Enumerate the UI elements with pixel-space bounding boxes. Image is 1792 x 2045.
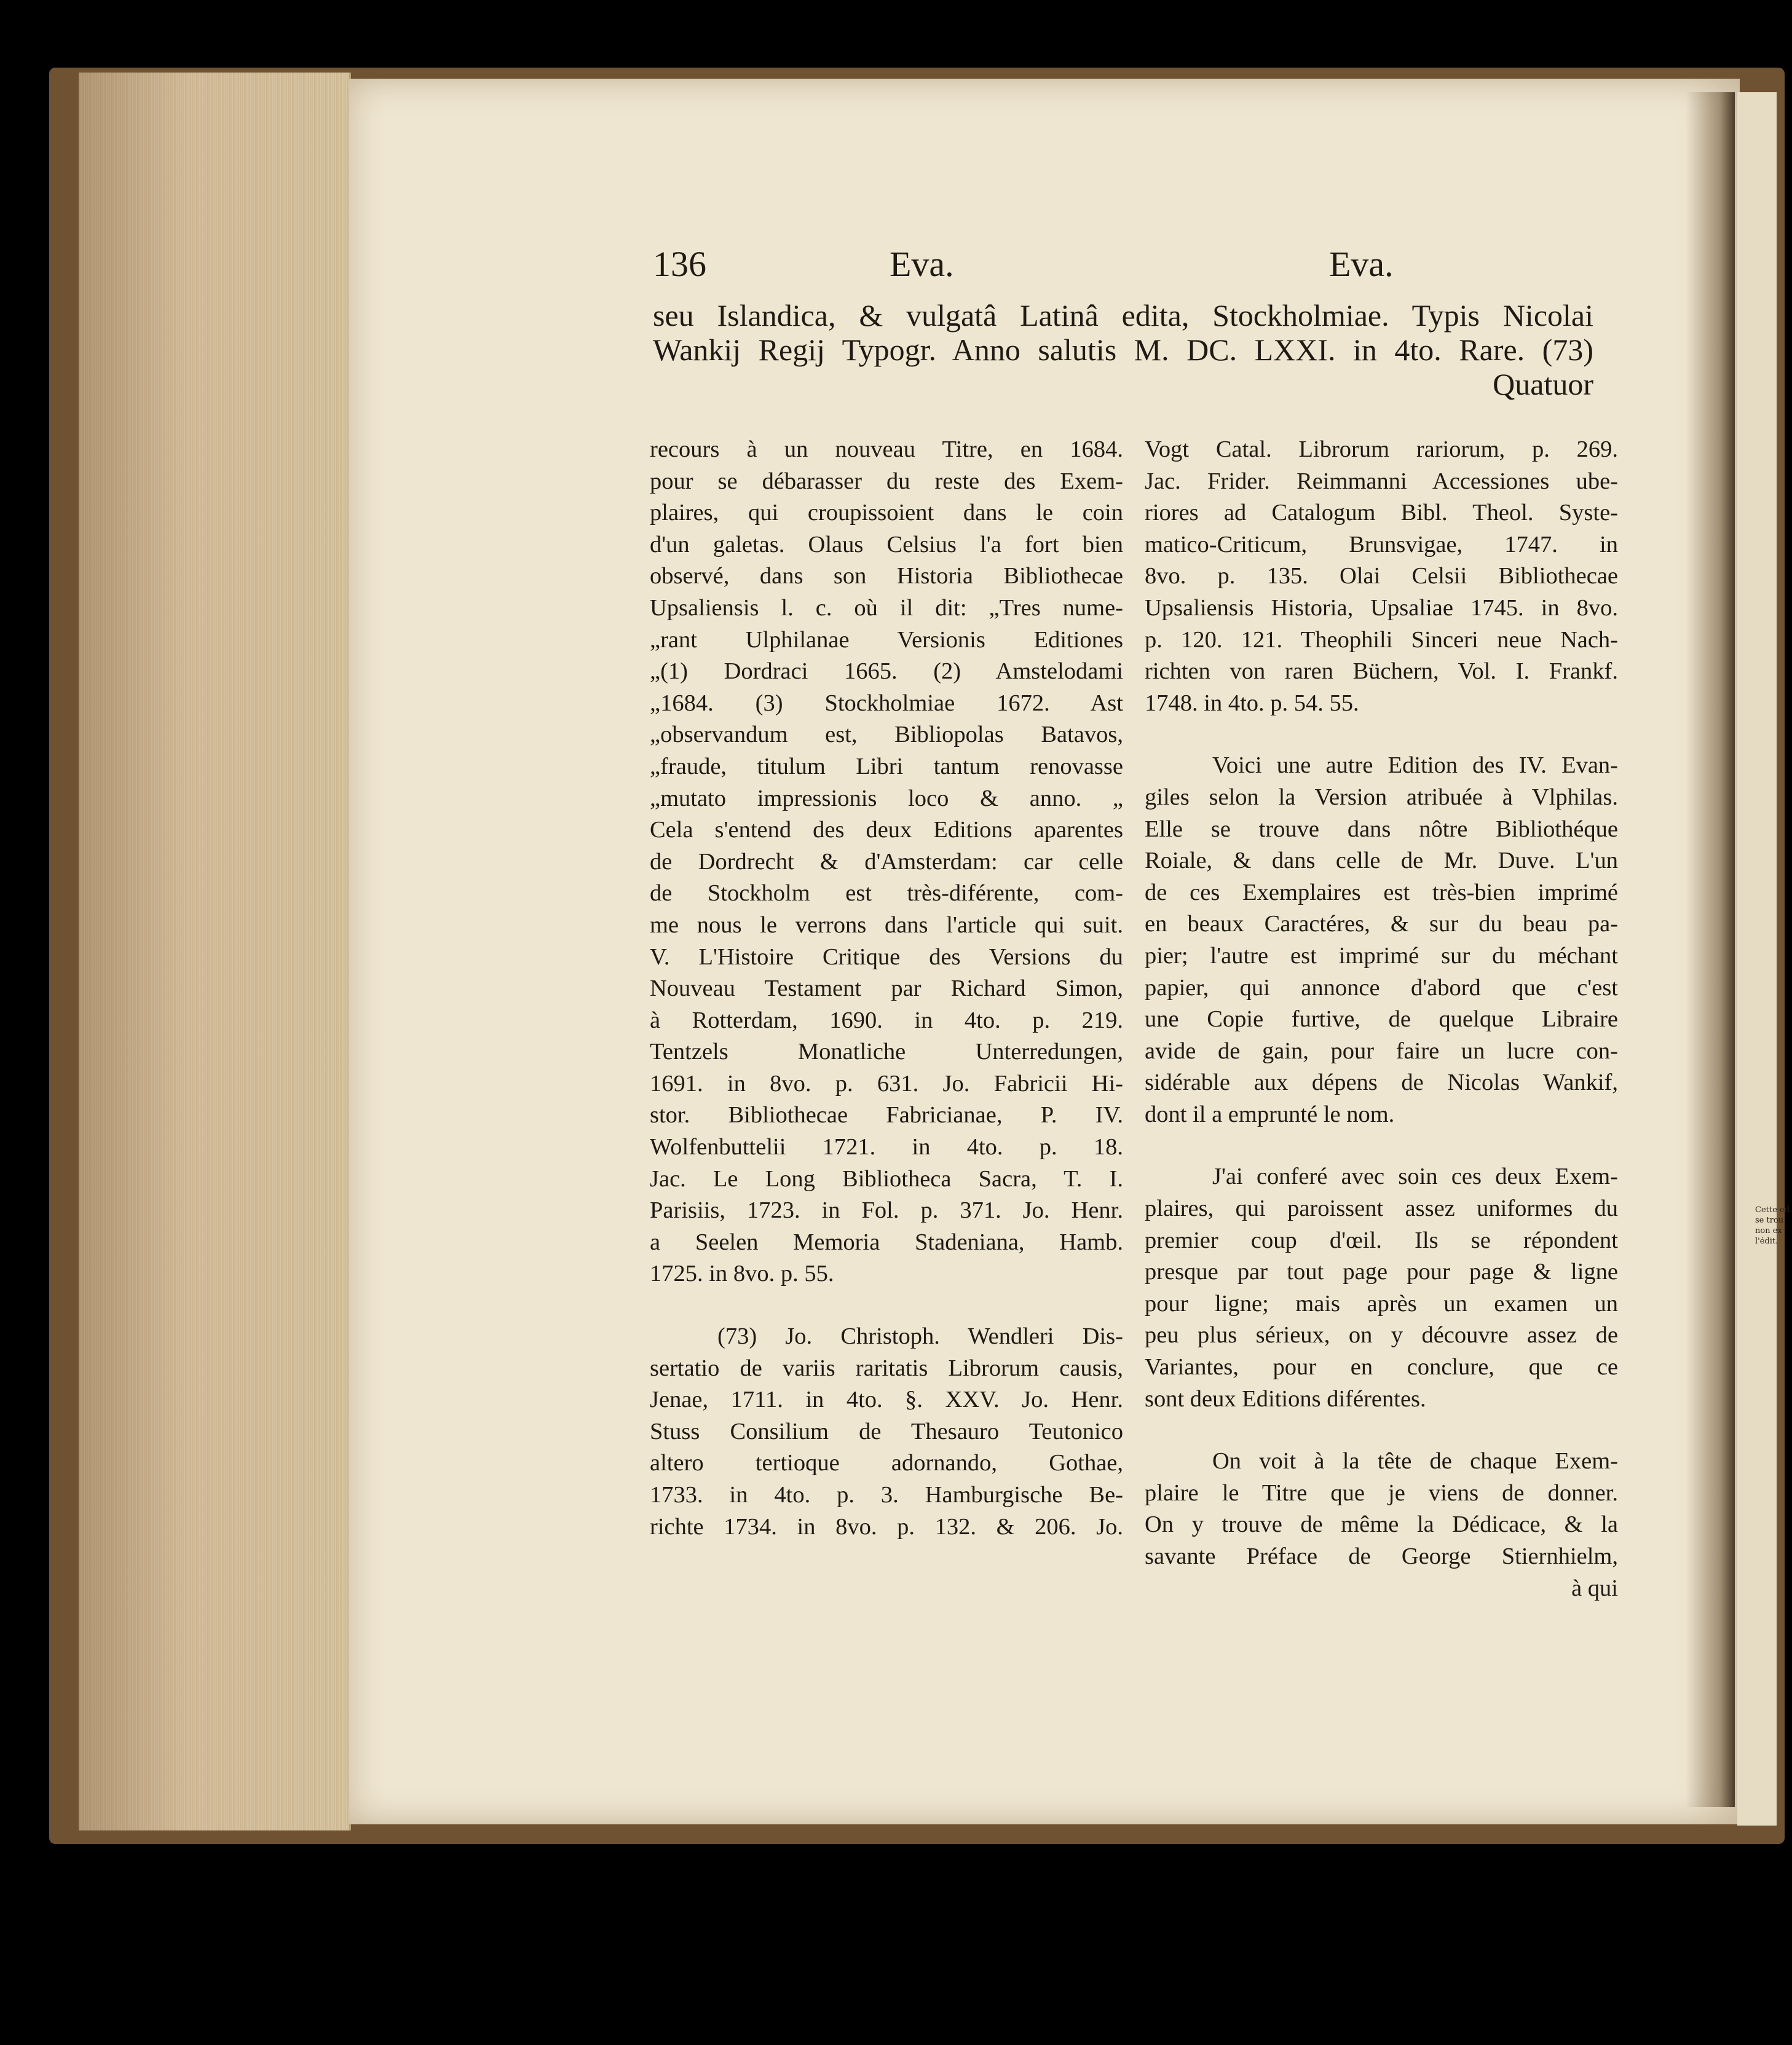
text-line: stor. Bibliothecae Fabricianae, P. IV. [650,1102,1123,1129]
paragraph-gap [1145,1130,1618,1161]
text-line: giles selon la Version atribuée à Vlphilas. [1145,784,1618,810]
paragraph-gap [1145,1415,1618,1446]
text-line: „observandum est, Bibliopolas Batavos, [650,722,1123,748]
text-line: 8vo. p. 135. Olai Celsii Bibliothecae [1145,563,1618,589]
text-line: Roiale, & dans celle de Mr. Duve. L'un [1145,848,1618,874]
paragraph [1145,1446,1618,1604]
paragraph [1145,1161,1618,1415]
text-line: Parisiis, 1723. in Fol. p. 371. Jo. Henr. [650,1197,1123,1224]
text-line: plaires, qui paroissent assez uniformes du [1145,1196,1618,1222]
text-line: pier; l'autre est imprimé sur du méchant [1145,942,1618,969]
text-line: „mutato impressionis loco & anno. „ [650,785,1123,811]
catchword: Quatuor [1493,367,1593,401]
text-line: richte 1734. in 8vo. p. 132. & 206. Jo. [650,1513,1123,1540]
text-line: une Copie furtive, de quelque Libraire [1145,1006,1618,1033]
left-column [650,434,1123,1543]
text-line: altero tertioque adornando, Gothae, [650,1450,1123,1476]
text-line: p. 120. 121. Theophili Sinceri neue Nach- [1145,626,1618,653]
text-line: Jac. Frider. Reimmanni Accessiones ube- [1145,468,1618,494]
text-line: Jac. Le Long Bibliotheca Sacra, T. I. [650,1165,1123,1192]
page-gutter [1686,92,1735,1807]
title-line: Wankij Regij Typogr. Anno salutis M. DC. LXXI. in 4to. Rare. (73) [653,333,1593,367]
text-line: sertatio de variis raritatis Librorum causis, [650,1355,1123,1381]
text-line: 1691. in 8vo. p. 631. Jo. Fabricii Hi- [650,1070,1123,1097]
text-line: presque par tout page pour page & ligne [1145,1259,1618,1285]
paragraph [1145,750,1618,1130]
text-line: pour se débarasser du reste des Exem- [650,468,1123,494]
page-edges-shading [79,73,349,1830]
text-line: a Seelen Memoria Stadeniana, Hamb. [650,1229,1123,1255]
catchword: à qui [1571,1575,1618,1601]
text-line: peu plus sérieux, on y découvre assez de [1145,1322,1618,1349]
facing-page-margin-note [1755,1205,1792,1247]
page-number: 136 [653,244,706,284]
paragraph [1145,434,1618,719]
text-line: Upsaliensis l. c. où il dit: „Tres nume- [650,594,1123,621]
footnote-73 [650,1321,1123,1543]
text-line: pour ligne; mais après un examen un [1145,1290,1618,1317]
text-line: „fraude, titulum Libri tantum renovasse [650,753,1123,779]
text-line: Vogt Catal. Librorum rariorum, p. 269. [1145,436,1618,462]
text-line: 1733. in 4to. p. 3. Hamburgische Be- [650,1482,1123,1508]
text-line: V. L'Histoire Critique des Versions du [650,944,1123,970]
text-line: sont deux Editions diférentes. [1145,1385,1426,1412]
text-line: savante Préface de George Stiernhielm, [1145,1543,1618,1569]
text-line: en beaux Caractéres, & sur du beau pa- [1145,911,1618,937]
text-line: Stuss Consilium de Thesauro Teutonico [650,1418,1123,1444]
text-line: 1748. in 4to. p. 54. 55. [1145,690,1359,716]
text-line: riores ad Catalogum Bibl. Theol. Syste- [1145,500,1618,526]
text-line: à Rotterdam, 1690. in 4to. p. 219. [650,1007,1123,1033]
text-line: Variantes, pour en conclure, que ce [1145,1354,1618,1381]
margin-note-line: se trou [1755,1216,1784,1225]
text-line: sidérable aux dépens de Nicolas Wankif, [1145,1070,1618,1096]
right-column [1145,434,1618,1604]
text-line: de Dordrecht & d'Amsterdam: car celle [650,848,1123,875]
text-line: 1725. in 8vo. p. 55. [650,1261,834,1287]
running-head-left: Eva. [890,244,954,284]
text-line: Jenae, 1711. in 4to. §. XXV. Jo. Henr. [650,1387,1123,1413]
text-line: Upsaliensis Historia, Upsaliae 1745. in 8vo. [1145,594,1618,621]
text-line: On voit à la tête de chaque Exem- [1212,1448,1618,1475]
paragraph-gap [650,1290,1123,1321]
margin-note-line: l'édit. [1755,1237,1778,1246]
paragraph [650,434,1123,1290]
text-line: „1684. (3) Stockholmiae 1672. Ast [650,690,1123,716]
text-line: premier coup d'œil. Ils se répondent [1145,1227,1618,1253]
text-line: matico-Criticum, Brunsvigae, 1747. in [1145,531,1618,558]
text-line: „(1) Dordraci 1665. (2) Amstelodami [650,658,1123,685]
margin-note-line: non ex [1755,1226,1782,1235]
text-line: Tentzels Monatliche Unterredungen, [650,1039,1123,1065]
text-line: (73) Jo. Christoph. Wendleri Dis- [717,1323,1123,1350]
text-line: „rant Ulphilanae Versionis Editiones [650,626,1123,653]
paragraph-gap [1145,719,1618,750]
text-line: recours à un nouveau Titre, en 1684. [650,436,1123,462]
text-line: J'ai conferé avec soin ces deux Exem- [1212,1164,1618,1190]
text-line: On y trouve de même la Dédicace, & la [1145,1511,1618,1538]
title-continuation [653,298,1593,401]
text-line: Voici une autre Edition des IV. Evan- [1212,752,1618,779]
text-line: d'un galetas. Olaus Celsius l'a fort bien [650,531,1123,558]
margin-note-line: Cette ed. [1755,1205,1792,1215]
text-line: dont il a emprunté le nom. [1145,1101,1395,1127]
text-line: Wolfenbuttelii 1721. in 4to. p. 18. [650,1134,1123,1160]
running-head-right: Eva. [1329,244,1394,284]
running-header [653,237,1593,292]
facing-page-edge [1737,92,1777,1826]
text-line: plaire le Titre que je viens de donner. [1145,1480,1618,1506]
text-line: de ces Exemplaires est très-bien imprimé [1145,879,1618,905]
text-line: richten von raren Büchern, Vol. I. Frankf. [1145,658,1618,685]
text-line: avide de gain, pour faire un lucre con- [1145,1038,1618,1064]
text-line: observé, dans son Historia Bibliothecae [650,563,1123,589]
text-line: papier, qui annonce d'abord que c'est [1145,974,1618,1001]
text-line: Nouveau Testament par Richard Simon, [650,975,1123,1002]
text-line: me nous le verrons dans l'article qui suit. [650,912,1123,938]
text-line: Cela s'entend des deux Editions aparentes [650,817,1123,843]
text-line: plaires, qui croupissoient dans le coin [650,500,1123,526]
text-line: de Stockholm est très-diférente, com- [650,880,1123,907]
title-line: seu Islandica, & vulgatâ Latinâ edita, Stockholmiae. Typis Nicolai [653,298,1593,333]
text-line: Elle se trouve dans nôtre Bibliothéque [1145,816,1618,842]
